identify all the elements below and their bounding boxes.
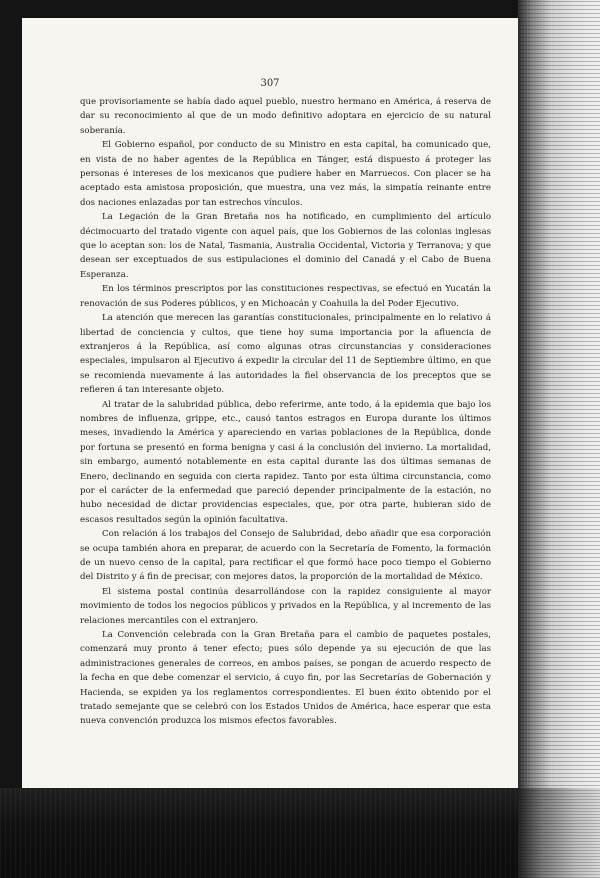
document-page [22, 18, 518, 788]
paragraph: En los términos prescriptos por las constituciones respectivas, se efectuó en Yucatán la renovación de sus Poderes públicos, y en Michoacán y Coahuila la del Poder Ejecutivo. [80, 284, 491, 309]
paragraph: La Legación de la Gran Bretaña nos ha notificado, en cumplimiento del artículo décimocuarto del tratado vigente con aquel país, que los Gobiernos de las colonias inglesas que lo aceptan son: los de Natal, Tasmania, Australia Occidental, Victoria y Terranova; y que desean ser exceptuados de sus estipulaciones el dominio del Canadá y el Cabo de Buena Esperanza. [80, 212, 491, 280]
paragraph: Al tratar de la salubridad pública, debo referirme, ante todo, á la epidemia que bajo los nombres de influenza, grippe, etc., causó tantos estragos en Europa durante los últimos meses, invadiendo la América y apareciendo en varias poblaciones de la República, donde por fortuna se presentó en forma benigna y casi á la conclusión del invierno. La mortalidad, sin embargo, aumentó notablemente en esta capital durante las dos últimas semanas de Enero, declinando en seguida con cierta rapidez. Tanto por esta última circunstancia, como por el carácter de la enfermedad que pareció depender principalmente de la estación, no hubo necesidad de dictar providencias especiales, que, por otra parte, hubieran sido de escasos resultados según la opinión facultativa. [80, 399, 491, 525]
paragraph: El sistema postal continúa desarrollándose con la rapidez consiguiente al mayor movimiento de todos los negocios públicos y privados en la República, y al incremento de las relaciones mercantiles con el extranjero. [80, 586, 491, 626]
paragraph: que provisoriamente se había dado aquel pueblo, nuestro hermano en América, á reserva de dar su reconocimiento al que de un modo definitivo adoptara en ejercicio de su natural soberanía. [80, 97, 491, 136]
scanner-edge-bottom [0, 788, 600, 878]
scanner-edge-corner [518, 788, 600, 878]
paragraph: Con relación á los trabajos del Consejo de Salubridad, debo añadir que esa corporación se ocupa también ahora en preparar, de acuerdo con la Secretaría de Fomento, la formación de un nuevo censo de la capital, para rectificar el que formó hace poco tiempo el Gobierno del Distrito y á fin de precisar, con mejores datos, la proporción de la mortalidad de México. [80, 529, 491, 583]
body-text [80, 95, 491, 729]
scanner-edge-right [518, 0, 600, 878]
paragraph: La Convención celebrada con la Gran Bretaña para el cambio de paquetes postales, comenzará muy pronto á tener efecto; pues sólo depende ya su ejecución de que las administraciones generales de correos, en ambos países, se pongan de acuerdo respecto de la fecha en que debe comenzar el servicio, á cuyo fin, por las Secretarías de Gobernación y Hacienda, se expiden ya los reglamentos correspondientes. El buen éxito obtenido por el tratado semejante que se celebró con los Estados Unidos de América, hace esperar que esta nueva convención produzca los mismos efectos favorables. [80, 630, 491, 727]
paragraph: La atención que merecen las garantías constitucionales, principalmente en lo relativo á libertad de conciencia y cultos, que tiene hoy suma importancia por la afluencia de extranjeros á la República, así como algunas otras circunstancias y consideraciones especiales, impulsaron al Ejecutivo á expedir la circular del 11 de Septiembre último, en que se recomienda nuevamente á las autoridades la fiel observancia de los preceptos que se refieren á tan interesante objeto. [80, 313, 491, 396]
paragraph: El Gobierno español, por conducto de su Ministro en esta capital, ha comunicado que, en vista de no haber agentes de la República en Tánger, está dispuesto á proteger las personas é intereses de los mexicanos que pudiere haber en Marruecos. Con placer se ha aceptado esta amistosa proposición, que muestra, una vez más, la simpatía reinante entre dos naciones enlazadas por tan estrechos vínculos. [80, 140, 491, 208]
page-number: 307 [260, 78, 280, 89]
